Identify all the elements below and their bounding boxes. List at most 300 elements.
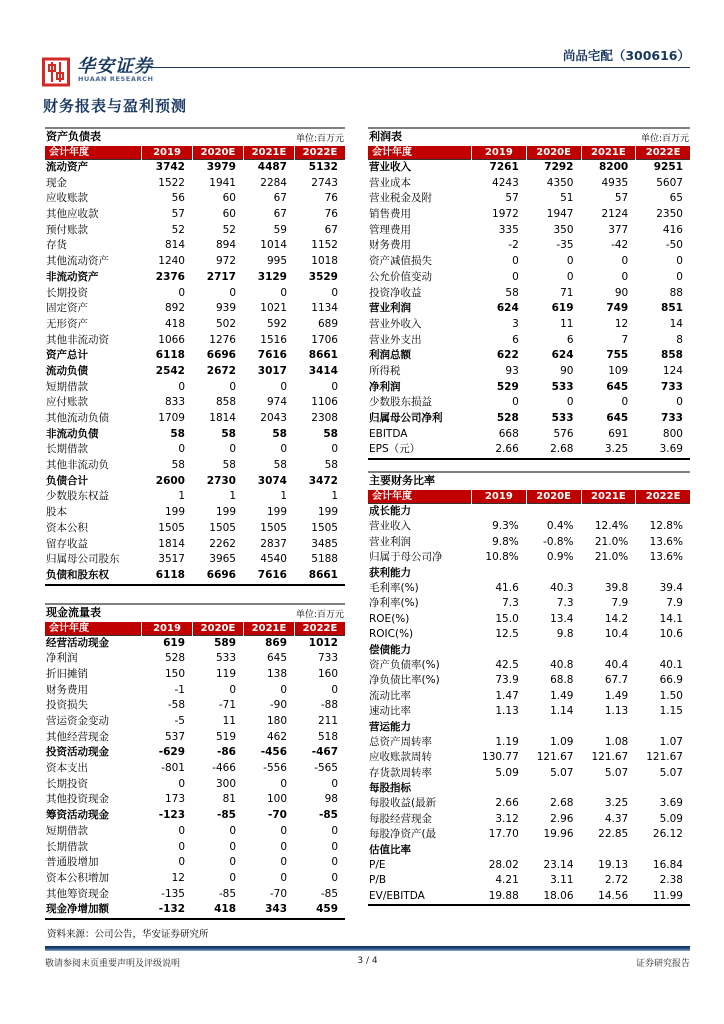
table-row (45, 761, 345, 777)
cell-value-2: 3129 (257, 270, 287, 283)
balance-sheet-header-row (45, 146, 345, 160)
cell-value-3: 2743 (311, 176, 338, 189)
row-label: 营业税金及附 (369, 192, 432, 205)
cell-value-0: 3 (512, 317, 519, 330)
cell-value-1: -0.8% (543, 535, 574, 548)
cell-value-0: 19.88 (488, 889, 519, 902)
table-row (368, 827, 690, 842)
row-label: 现金净增加额 (46, 903, 109, 916)
cell-value-3: 1.15 (659, 705, 683, 718)
cash-flow-table (45, 603, 345, 920)
cell-value-1: 90 (560, 364, 574, 377)
row-label: 净利率(%) (369, 597, 419, 610)
header-year-1: 2020E (526, 490, 581, 504)
cell-value-3: 16.84 (652, 859, 683, 872)
cell-value-2: 2124 (601, 208, 629, 221)
row-label: 净负债比率(%) (369, 674, 440, 687)
cell-value-0: 529 (496, 380, 519, 393)
cell-value-3: 800 (662, 427, 683, 440)
row-label: 总资产周转率 (369, 735, 432, 748)
row-label: 存货 (46, 239, 67, 252)
cell-value-0: -123 (158, 809, 185, 822)
cell-value-1: 81 (222, 793, 236, 806)
row-label: 偿债能力 (369, 643, 411, 656)
cell-value-3: 8661 (308, 349, 338, 362)
cell-value-3: 0 (676, 255, 683, 268)
cell-value-0: 7.3 (502, 597, 519, 610)
cell-value-3: 3529 (308, 270, 338, 283)
cell-value-3: 67 (324, 223, 338, 236)
cell-value-2: 3017 (257, 364, 287, 377)
table-row (368, 689, 690, 704)
cell-value-2: 0 (280, 824, 287, 837)
cell-value-1: 589 (214, 636, 236, 649)
cell-value-0: 173 (164, 793, 185, 806)
footer-disclaimer: 敬请参阅末页重要声明及评级说明 (45, 956, 180, 969)
page-footer (45, 956, 690, 969)
cell-value-3: 1152 (311, 239, 338, 252)
row-label: 公允价值变动 (369, 270, 432, 283)
row-label: 非流动负债 (46, 427, 99, 440)
row-label: 流动比率 (369, 689, 411, 702)
cell-value-1: 624 (551, 349, 574, 362)
table-row (45, 777, 345, 793)
table-row (368, 796, 690, 811)
cell-value-3: -85 (319, 809, 338, 822)
cell-value-1: 1505 (209, 521, 236, 534)
cell-value-1: 13.4 (550, 612, 574, 625)
cell-value-0: 0 (178, 286, 185, 299)
cell-value-3: 1505 (311, 521, 338, 534)
cell-value-2: 19.13 (598, 859, 629, 872)
cell-value-0: 57 (505, 192, 519, 205)
row-label: 无形资产 (46, 317, 88, 330)
cell-value-1: 3.11 (550, 874, 574, 887)
table-row (45, 333, 345, 349)
table-row (45, 698, 345, 714)
cell-value-3: 3472 (308, 474, 338, 487)
row-label: 其他筹资现金 (46, 887, 109, 900)
cell-value-2: 2043 (260, 412, 287, 424)
cell-value-2: 2284 (260, 176, 287, 189)
income-header-row (368, 146, 690, 160)
cell-value-1: 1276 (209, 333, 236, 346)
cell-value-2: 4540 (260, 553, 287, 566)
table-row (45, 427, 345, 443)
header-year-0: 2019 (141, 146, 192, 160)
row-label: 营运资金变动 (46, 715, 109, 727)
cell-value-3: -467 (311, 746, 338, 759)
cell-value-3: 3485 (311, 537, 338, 550)
row-label: 营业利润 (369, 302, 411, 315)
cell-value-1: 11 (222, 715, 236, 727)
cell-value-0: 1066 (158, 333, 185, 346)
cell-value-1: 6696 (206, 568, 236, 581)
cell-value-0: 15.0 (495, 612, 519, 625)
unit-label: 单位:百万元 (640, 134, 689, 144)
cell-value-1: 40.8 (550, 658, 574, 671)
cell-value-0: 5.09 (495, 766, 519, 779)
row-label: 现金 (46, 176, 67, 189)
row-label: 营业外支出 (369, 333, 422, 346)
cell-value-2: 100 (266, 793, 287, 806)
cell-value-1: 533 (551, 412, 574, 424)
cell-value-2: 645 (266, 652, 287, 665)
row-label: 资本公积 (46, 521, 88, 534)
cell-value-2: 749 (606, 302, 629, 315)
row-label: 短期借款 (46, 380, 88, 393)
cell-value-2: 180 (266, 715, 287, 727)
cell-value-0: -132 (158, 903, 185, 916)
cell-value-2: 645 (606, 412, 629, 424)
table-row (45, 380, 345, 396)
cell-value-0: 12.5 (495, 628, 519, 641)
header-year-col-label: 会计年度 (372, 147, 412, 158)
cell-value-1: 894 (215, 239, 236, 252)
row-label: 资产总计 (46, 349, 88, 362)
cell-value-1: 502 (215, 317, 236, 330)
cell-value-0: 0 (178, 840, 185, 853)
cell-value-0: 1.13 (495, 705, 519, 718)
row-label: 估值比率 (369, 843, 411, 856)
cell-value-2: 39.8 (604, 582, 629, 595)
cell-value-1: 6 (566, 333, 574, 346)
section-row (368, 781, 690, 796)
section-row (368, 843, 690, 858)
cell-value-3: 2350 (656, 208, 683, 221)
cell-value-1: 68.8 (550, 674, 574, 687)
row-label: 所得税 (369, 364, 401, 377)
cell-value-0: 335 (498, 223, 519, 236)
section-row (368, 504, 690, 519)
cell-value-1: 0 (229, 286, 236, 299)
cash-flow-header-row (45, 622, 345, 636)
row-label: 营业收入 (369, 520, 411, 533)
cell-value-1: 2.68 (550, 443, 574, 456)
cell-value-0: 418 (164, 317, 185, 330)
header-year-3: 2022E (294, 622, 345, 636)
cell-value-1: 3965 (209, 553, 236, 566)
table-row (368, 223, 690, 239)
cell-value-0: 28.02 (488, 859, 519, 872)
header-year-0: 2019 (141, 622, 192, 636)
table-row (45, 176, 345, 192)
header-year-2: 2021E (581, 146, 636, 160)
cell-value-1: 0 (229, 443, 236, 456)
row-label: 应付账款 (46, 396, 88, 409)
cell-value-2: 645 (606, 380, 629, 393)
table-row (45, 871, 345, 887)
cell-value-3: 58 (324, 459, 338, 472)
table-row (45, 824, 345, 840)
header-year-2: 2021E (581, 490, 636, 504)
row-label: 利润总额 (369, 349, 411, 362)
cell-value-0: -5 (174, 715, 185, 727)
table-row (368, 176, 690, 192)
table-row (45, 902, 345, 918)
cell-value-2: -42 (611, 239, 629, 252)
cell-value-3: 858 (661, 349, 683, 362)
cell-value-2: 21.0% (594, 551, 629, 564)
brand-name: 华安证券 (77, 56, 153, 77)
cell-value-1: 40.3 (550, 582, 574, 595)
table-row (368, 191, 690, 207)
table-row (45, 270, 345, 286)
cell-value-3: 1012 (308, 636, 338, 649)
cell-value-1: -71 (218, 699, 236, 712)
cell-value-1: 0.4% (546, 520, 574, 533)
cell-value-2: -70 (268, 809, 287, 822)
cell-value-0: 1972 (492, 208, 519, 221)
cell-value-0: 833 (164, 396, 185, 409)
cell-value-2: 121.67 (591, 751, 629, 764)
cell-value-0: 528 (164, 652, 185, 665)
cell-value-1: 576 (553, 427, 574, 440)
table-row (45, 160, 345, 176)
table-row (368, 207, 690, 223)
cell-value-0: 1.47 (495, 689, 519, 702)
cell-value-3: 14 (669, 317, 683, 330)
cell-value-1: 418 (214, 903, 236, 916)
row-label: EV/EBITDA (369, 889, 425, 902)
cell-value-1: 2.96 (550, 812, 574, 825)
cell-value-2: 974 (266, 396, 287, 409)
cell-value-1: 18.06 (543, 889, 574, 902)
cell-value-3: 459 (316, 903, 338, 916)
table-row (45, 808, 345, 824)
table-row (368, 581, 690, 596)
financial-ratios-table (368, 471, 690, 906)
cell-value-2: 343 (265, 903, 287, 916)
cell-value-0: 4.21 (495, 874, 519, 887)
cash-flow-title: 现金流量表 (46, 605, 101, 619)
cell-value-3: 1018 (311, 255, 338, 268)
cell-value-0: 1522 (158, 176, 185, 189)
cell-value-0: 892 (164, 302, 185, 315)
cell-value-1: 2730 (206, 474, 236, 487)
balance-sheet-titlebar (45, 129, 345, 146)
cell-value-0: 0 (512, 270, 519, 283)
row-label: 经营活动现金 (46, 636, 109, 649)
table-row (368, 238, 690, 254)
balance-sheet-title: 资产负债表 (46, 130, 101, 143)
cell-value-3: 66.9 (659, 674, 683, 687)
cell-value-1: 199 (215, 506, 236, 519)
cell-value-3: 11.99 (652, 889, 683, 902)
cell-value-3: 88 (669, 286, 683, 299)
cell-value-3: 0 (676, 270, 683, 283)
cell-value-0: 150 (164, 667, 185, 680)
row-label: 资本公积增加 (46, 871, 109, 884)
row-label: EBITDA (369, 427, 408, 440)
cell-value-0: 52 (171, 223, 185, 236)
table-row (368, 735, 690, 750)
row-label: 筹资活动现金 (46, 809, 109, 822)
cell-value-0: 2376 (155, 270, 185, 283)
cell-value-3: 1706 (311, 333, 338, 346)
row-label: 其他非流动负 (46, 459, 109, 472)
table-row (45, 223, 345, 239)
row-label: 资产负债率(%) (369, 658, 440, 671)
cell-value-2: 3074 (257, 474, 287, 487)
cell-value-2: 1014 (260, 239, 287, 252)
cell-value-3: 0 (331, 871, 338, 884)
header-year-col-label: 会计年度 (49, 622, 89, 634)
table-row (368, 766, 690, 781)
table-row (45, 651, 345, 667)
cell-value-0: 1.19 (495, 735, 519, 748)
cell-value-1: 1947 (546, 208, 574, 221)
cell-value-3: 5188 (311, 553, 338, 566)
cell-value-2: 2837 (260, 537, 287, 550)
header-year-col-label: 会计年度 (49, 147, 89, 158)
table-row (45, 552, 345, 568)
cell-value-3: 5132 (308, 161, 338, 173)
table-row (368, 301, 690, 317)
huaan-seal-icon (42, 56, 70, 88)
cell-value-1: 0 (566, 255, 574, 268)
cell-value-1: 858 (215, 396, 236, 409)
cell-value-2: 1021 (260, 302, 287, 315)
source-note: 资料来源：公司公告，华安证券研究所 (47, 928, 209, 940)
right-column (368, 127, 690, 906)
cell-value-1: 0 (229, 871, 236, 884)
cell-value-3: 689 (317, 317, 338, 330)
cell-value-0: 1 (178, 490, 185, 503)
brand-subtitle: HUAAN RESEARCH (78, 75, 154, 83)
cell-value-2: 8200 (599, 161, 629, 173)
cell-value-1: 58 (221, 427, 236, 440)
table-row (368, 519, 690, 534)
table-row (368, 411, 690, 427)
page-number: 3 / 4 (357, 956, 378, 966)
table-row (45, 489, 345, 505)
cell-value-2: 869 (265, 636, 287, 649)
cell-value-0: 0 (178, 443, 185, 456)
row-label: 净利润 (369, 380, 401, 393)
row-label: 负债合计 (46, 474, 88, 487)
cell-value-2: 0 (280, 380, 287, 393)
left-column (45, 127, 345, 940)
cell-value-1: 0 (566, 270, 574, 283)
table-row (368, 317, 690, 333)
cell-value-2: 67 (273, 208, 287, 221)
cell-value-3: 76 (324, 192, 338, 205)
cell-value-2: 4935 (601, 176, 629, 189)
cell-value-1: 2717 (206, 270, 236, 283)
row-label: 其他投资现金 (46, 793, 109, 806)
row-label: 资产减值损失 (369, 255, 432, 268)
cell-value-0: 9.8% (492, 535, 519, 548)
table-row (368, 858, 690, 873)
cell-value-0: 57 (171, 208, 185, 221)
cell-value-3: 1.50 (659, 689, 683, 702)
row-label: 归属母公司股东 (46, 553, 120, 566)
cell-value-2: 0 (280, 856, 287, 869)
cell-value-0: 624 (496, 302, 519, 315)
cell-value-1: 58 (222, 459, 236, 472)
unit-label: 单位:百万元 (295, 609, 344, 620)
row-label: 长期投资 (46, 286, 88, 299)
cell-value-3: 160 (317, 667, 338, 680)
row-label: 其他流动负债 (46, 412, 109, 424)
cell-value-3: 0 (331, 856, 338, 869)
cell-value-1: 300 (215, 777, 236, 790)
cell-value-2: 3.25 (604, 797, 629, 810)
row-label: 流动资产 (46, 161, 88, 173)
cell-value-2: 0 (280, 871, 287, 884)
table-row (45, 442, 345, 458)
cell-value-0: 3517 (158, 553, 185, 566)
row-label: 归属母公司净利 (369, 412, 443, 424)
cell-value-0: -58 (167, 699, 185, 712)
row-label: 折旧摊销 (46, 667, 88, 680)
cell-value-1: 1941 (209, 176, 236, 189)
table-row (45, 348, 345, 364)
cell-value-1: 0 (229, 380, 236, 393)
table-row (368, 658, 690, 673)
row-label: 毛利率(%) (369, 582, 419, 595)
table-row (368, 333, 690, 349)
row-label: 速动比率 (369, 705, 411, 718)
cell-value-2: 14.56 (598, 889, 629, 902)
cell-value-0: 4243 (492, 176, 519, 189)
cell-value-2: 0 (621, 270, 629, 283)
table-row (45, 714, 345, 730)
table-row (45, 191, 345, 207)
ratios-header-row (368, 490, 690, 504)
row-label: 投资净收益 (369, 286, 422, 299)
cell-value-2: 2.72 (604, 874, 629, 887)
row-label: 归属于母公司净 (369, 551, 443, 564)
cell-value-1: 19.96 (543, 828, 574, 841)
table-row (368, 612, 690, 627)
header-year-col-label: 会计年度 (372, 491, 412, 503)
cell-value-2: 995 (266, 255, 287, 268)
cell-value-3: 65 (669, 192, 683, 205)
cell-value-3: 40.1 (659, 658, 683, 671)
table-row (368, 704, 690, 719)
cell-value-3: 1 (331, 490, 338, 503)
row-label: 负债和股东权 (46, 568, 109, 581)
cell-value-2: 1.13 (604, 705, 629, 718)
cell-value-3: 8661 (308, 568, 338, 581)
cell-value-1: 0 (229, 856, 236, 869)
cell-value-2: 1505 (260, 521, 287, 534)
cell-value-1: 533 (215, 652, 236, 665)
stock-title: 尚品宅配（300616） (562, 48, 690, 63)
cell-value-2: -456 (260, 746, 287, 759)
cell-value-0: 6118 (155, 568, 185, 581)
table-row (45, 505, 345, 521)
table-row (368, 348, 690, 364)
row-label: 其他流动资产 (46, 255, 109, 268)
cell-value-1: 23.14 (543, 859, 574, 872)
cell-value-2: 1.49 (604, 689, 629, 702)
cell-value-0: 2.66 (495, 443, 519, 456)
cell-value-3: 5607 (656, 176, 683, 189)
cell-value-1: 1.49 (550, 689, 574, 702)
cell-value-2: 0 (280, 443, 287, 456)
cell-value-1: 2262 (209, 537, 236, 550)
cell-value-0: 1240 (158, 255, 185, 268)
footer-report-type: 证券研究报告 (636, 956, 690, 969)
cell-value-1: 7292 (544, 161, 574, 173)
cell-value-3: -565 (314, 762, 338, 775)
cell-value-0: -1 (174, 683, 185, 696)
cell-value-2: -90 (269, 699, 287, 712)
cell-value-3: 76 (324, 208, 338, 221)
